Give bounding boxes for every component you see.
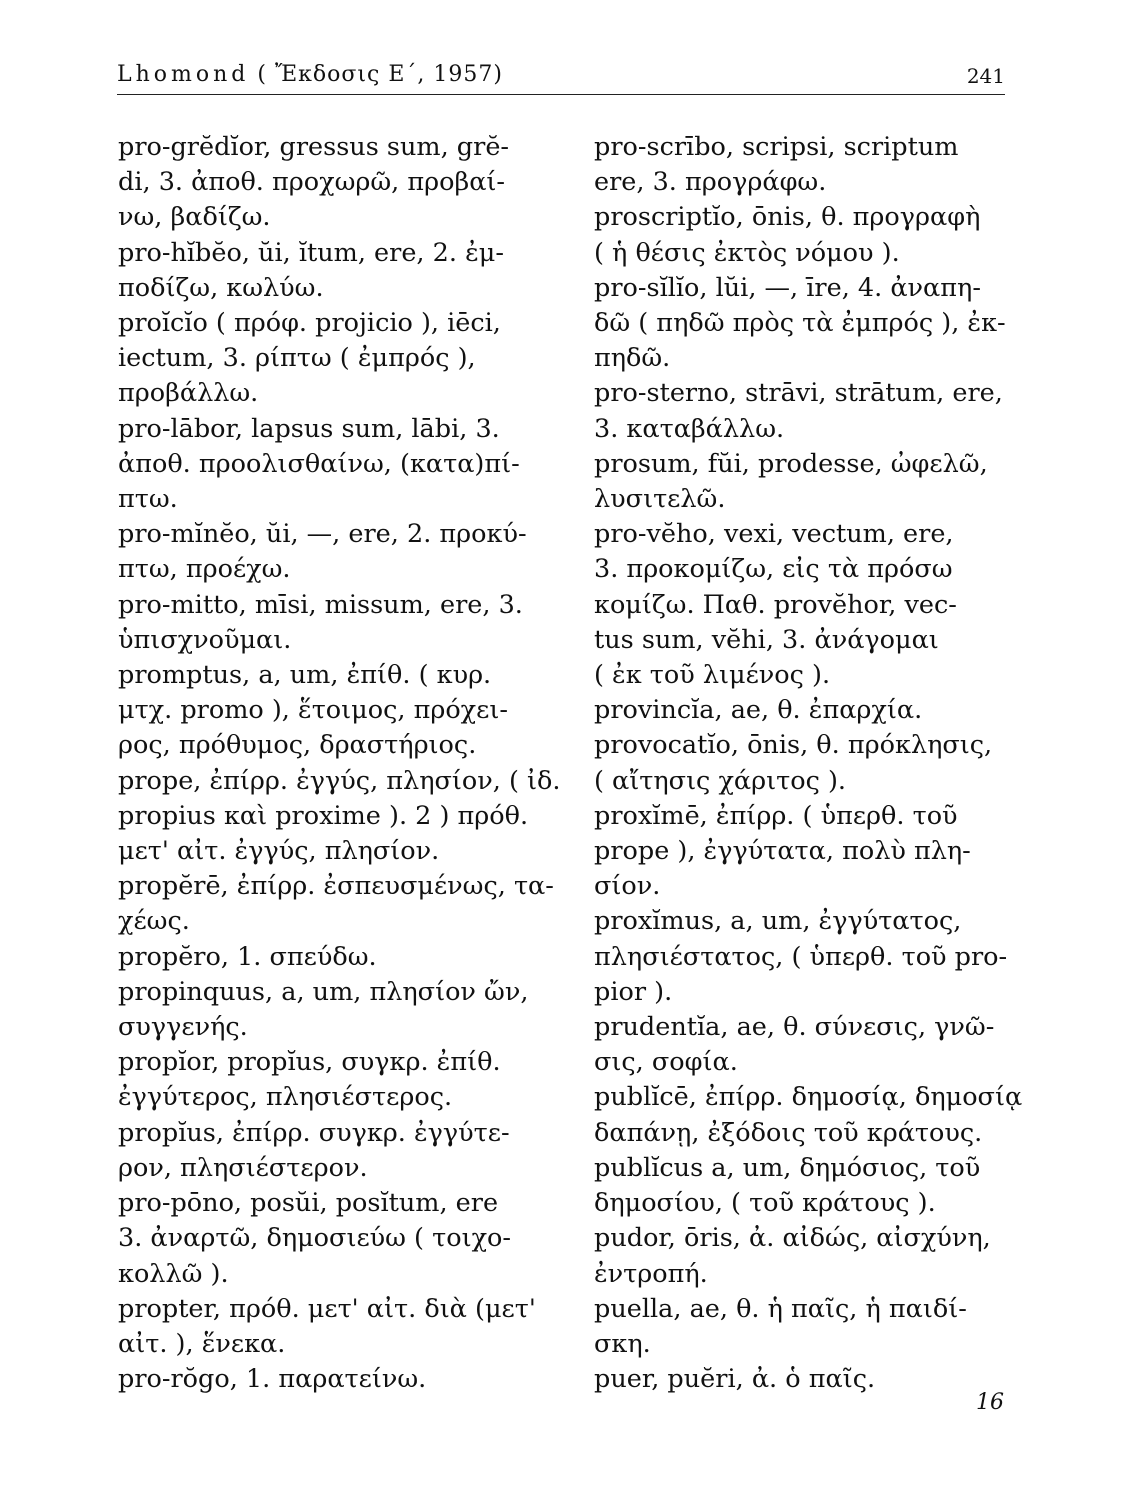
entry-line: pro-mĭnĕo, ŭi, —, ere, 2. προκύ- (118, 519, 527, 550)
dictionary-entry (594, 376, 1006, 446)
dictionary-entry (118, 869, 554, 939)
entry-line: iectum, 3. ρίπτω ( ἐμπρός ), (118, 343, 476, 374)
entry-line: 3. καταβάλλω. (594, 413, 785, 444)
dictionary-entry (118, 764, 561, 870)
dictionary-entry (594, 130, 1006, 200)
entry-line: πηδῶ. (594, 343, 671, 374)
entry-line: puer, puĕri, ἀ. ὁ παῖς. (594, 1364, 876, 1395)
entry-line: pudor, ōris, ἀ. αἰδώς, αἰσχύνη, (594, 1223, 991, 1254)
entry-line: κομίζω. Παθ. provĕhor, vec- (594, 589, 957, 620)
dictionary-entry (118, 236, 548, 306)
entry-line: δημοσίου, ( τοῦ κράτους ). (594, 1188, 936, 1219)
entry-line: prosum, fŭi, prodesse, ὠφελῶ, (594, 448, 988, 479)
dictionary-entry (118, 412, 548, 518)
entry-line: puella, ae, θ. ἡ παῖς, ἡ παιδί- (594, 1293, 967, 1324)
entry-line: propinquus, a, um, πλησίον ὤν, (118, 976, 529, 1007)
entry-line: πτω. (118, 484, 178, 515)
entry-line: λυσιτελῶ. (594, 484, 726, 515)
entry-line: proscriptĭo, ōnis, θ. προγραφὴ (594, 202, 981, 233)
dictionary-entry (594, 904, 1006, 1010)
entry-line: ere, 3. προγράφω. (594, 167, 827, 198)
dictionary-entry (594, 447, 1006, 517)
entry-line: propter, πρόθ. μετ' αἰτ. διὰ (μετ' (118, 1293, 536, 1324)
entry-line: publĭcē, ἐπίρρ. δημοσίᾳ, δημοσίᾳ (594, 1082, 1023, 1113)
dictionary-entry (594, 271, 1006, 377)
left-column (118, 130, 561, 1397)
entry-line: pior ). (594, 976, 673, 1007)
entry-line: ( ἡ θέσις ἐκτὸς νόμου ). (594, 237, 900, 268)
entry-line: pro-pōno, posŭi, posĭtum, ere (118, 1188, 499, 1219)
right-column (594, 130, 1023, 1397)
entry-line: publĭcus a, um, δημόσιος, τοῦ (594, 1152, 981, 1183)
entry-line: ( αἴτησις χάριτος ). (594, 765, 847, 796)
entry-line: σις, σοφία. (594, 1047, 738, 1078)
entry-line: αἰτ. ), ἕνεκα. (118, 1328, 286, 1359)
entry-line: proĭcĭo ( πρόφ. projicio ), iēci, (118, 308, 501, 339)
dictionary-entry (118, 1116, 548, 1186)
dictionary-entry (594, 1080, 1023, 1150)
dictionary-entry (594, 200, 1006, 270)
entry-line: δαπάνῃ, ἐξόδοις τοῦ κράτους. (594, 1117, 983, 1148)
entry-line: ρον, πλησιέστερον. (118, 1152, 368, 1183)
dictionary-entry (118, 975, 548, 1045)
dictionary-entry (118, 130, 548, 236)
dictionary-entry (594, 1221, 1006, 1291)
dictionary-entry (594, 1010, 1006, 1080)
entry-line: ἐγγύτερος, πλησιέστερος. (118, 1082, 453, 1113)
dictionary-entry (594, 1362, 1006, 1397)
dictionary-entry (118, 940, 548, 975)
dictionary-entry (594, 728, 1006, 798)
entry-line: pro-sterno, strāvi, strātum, ere, (594, 378, 1003, 409)
entry-line: προβάλλω. (118, 378, 259, 409)
dictionary-entry (118, 1186, 548, 1292)
entry-line: σκη. (594, 1328, 651, 1359)
entry-line: provocatĭo, ōnis, θ. πρόκλησις, (594, 730, 993, 761)
entry-line: prudentĭa, ae, θ. σύνεσις, γνῶ- (594, 1012, 995, 1043)
entry-line: prope ), ἐγγύτατα, πολὺ πλη- (594, 836, 971, 867)
entry-line: χέως. (118, 906, 190, 937)
entry-line: ἀποθ. προολισθαίνω, (κατα)πί- (118, 448, 520, 479)
entry-line: 3. προκομίζω, εἰς τὰ πρόσω (594, 554, 953, 585)
entry-line: 3. ἀναρτῶ, δημοσιεύω ( τοιχο- (118, 1223, 511, 1254)
entry-line: provincĭa, ae, θ. ἐπαρχία. (594, 695, 923, 726)
entry-line: πλησιέστατος, ( ὑπερθ. τοῦ pro- (594, 941, 1008, 972)
entry-line: prope, ἐπίρρ. ἐγγύς, πλησίον, ( ἰδ. (118, 765, 561, 796)
running-title-rest: ( Ἔκδοσις Ε΄, 1957) (249, 62, 503, 87)
entry-line: κολλῶ ). (118, 1258, 229, 1289)
entry-line: di, 3. ἀποθ. προχωρῶ, προβαί- (118, 167, 506, 198)
dictionary-entry (594, 1292, 1006, 1362)
dictionary-entry (594, 517, 1006, 693)
running-title-name: Lhomond (117, 62, 250, 87)
dictionary-entry (594, 1151, 1006, 1221)
entry-line: pro-hĭbĕo, ŭi, ĭtum, ere, 2. ἐμ- (118, 237, 504, 268)
running-header (117, 58, 1005, 95)
page-number: 241 (966, 64, 1005, 88)
dictionary-entry (118, 1362, 548, 1397)
entry-line: pro-sĭlĭo, lŭi, —, īre, 4. ἀναπη- (594, 272, 981, 303)
dictionary-entry (118, 588, 548, 658)
entry-line: πτω, προέχω. (118, 554, 291, 585)
dictionary-entry (118, 306, 548, 412)
entry-line: proxĭmus, a, um, ἐγγύτατος, (594, 906, 962, 937)
entry-line: pro-mitto, mīsi, missum, ere, 3. (118, 589, 523, 620)
entry-line: propĭor, propĭus, συγκρ. ἐπίθ. (118, 1047, 501, 1078)
entry-line: μετ' αἰτ. ἐγγύς, πλησίον. (118, 836, 440, 867)
entry-line: propius καὶ proxime ). 2 ) πρόθ. (118, 800, 529, 831)
entry-line: νω, βαδίζω. (118, 202, 271, 233)
entry-line: ὑπισχνοῦμαι. (118, 624, 292, 655)
entry-line: ἐντροπή. (594, 1258, 708, 1289)
dictionary-entry (594, 693, 1006, 728)
entry-line: pro-rŏgo, 1. παρατείνω. (118, 1364, 427, 1395)
entry-line: ποδίζω, κωλύω. (118, 272, 324, 303)
entry-line: propĭus, ἐπίρρ. συγκρ. ἐγγύτε- (118, 1117, 510, 1148)
entry-line: pro-scrībo, scripsi, scriptum (594, 132, 959, 162)
dictionary-entry (118, 658, 548, 764)
running-title (117, 62, 503, 87)
entry-line: ρος, πρόθυμος, δραστήριος. (118, 730, 477, 761)
dictionary-entry (594, 799, 1006, 905)
entry-line: propĕro, 1. σπεύδω. (118, 941, 377, 972)
entry-line: promptus, a, um, ἐπίθ. ( κυρ. (118, 660, 492, 691)
dictionary-entry (118, 1045, 548, 1115)
entry-line: συγγενής. (118, 1012, 248, 1043)
entry-line: ( ἐκ τοῦ λιμένος ). (594, 660, 831, 691)
dictionary-entry (118, 1292, 548, 1362)
entry-line: δῶ ( πηδῶ πρὸς τὰ ἐμπρός ), ἐκ- (594, 308, 1006, 339)
entry-line: σίον. (594, 871, 661, 902)
signature-mark: 16 (976, 1390, 1004, 1415)
entry-line: propĕrē, ἐπίρρ. ἐσπευσμένως, τα- (118, 871, 554, 902)
entry-line: pro-lābor, lapsus sum, lābi, 3. (118, 413, 500, 444)
entry-line: pro-vĕho, vexi, vectum, ere, (594, 519, 954, 550)
entry-line: μτχ. promo ), ἕτοιμος, πρόχει- (118, 695, 508, 726)
entry-line: tus sum, vĕhi, 3. ἀνάγομαι (594, 624, 939, 655)
dictionary-entry (118, 517, 548, 587)
entry-line: pro-grĕdĭor, gressus sum, grĕ- (118, 132, 510, 162)
entry-line: proxĭmē, ἐπίρρ. ( ὑπερθ. τοῦ (594, 800, 958, 831)
